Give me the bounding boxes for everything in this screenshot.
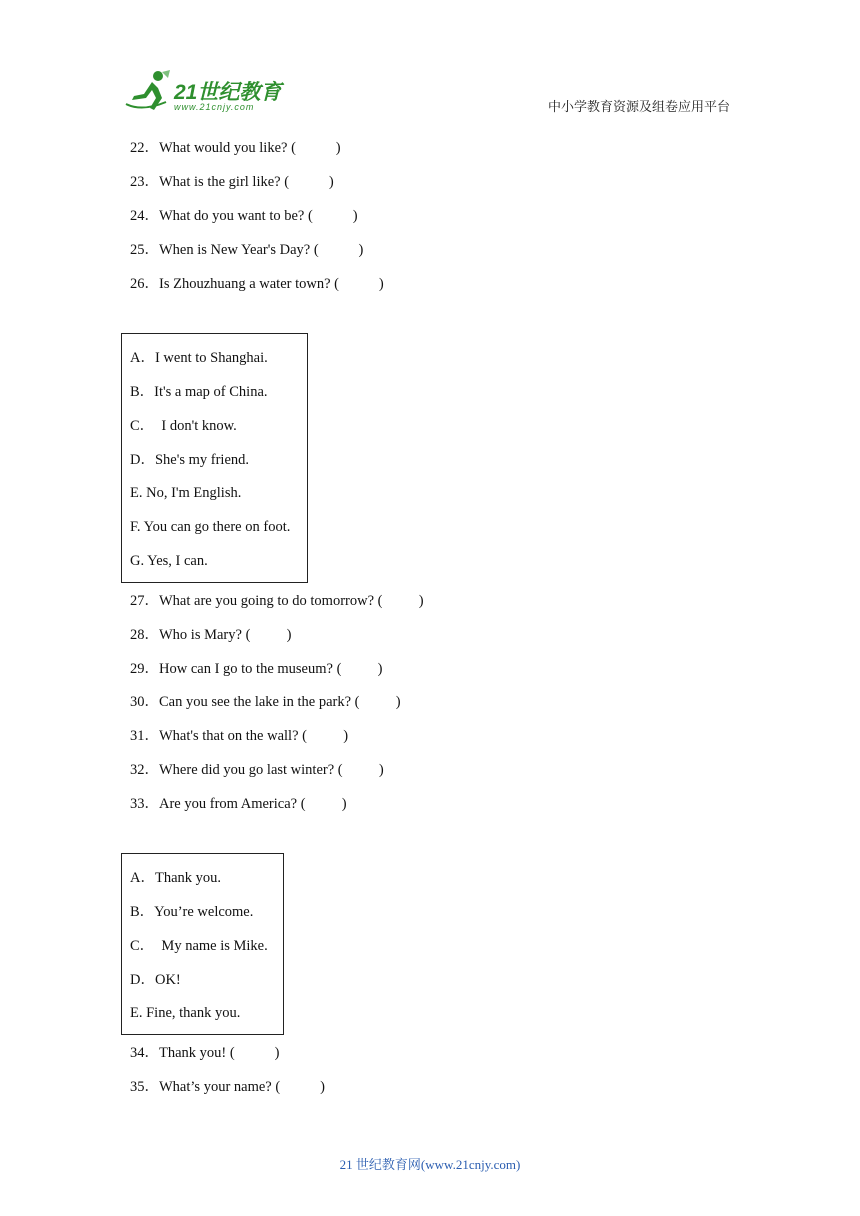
page-header <box>0 0 860 130</box>
option-item: F. You can go there on foot. <box>130 519 291 535</box>
question-31: 31．What's that on the wall? ( ) <box>130 728 349 744</box>
logo <box>122 68 292 118</box>
question-32: 32．Where did you go last winter? ( ) <box>130 762 384 778</box>
option-item: A．Thank you. <box>130 870 222 886</box>
question-27: 27．What are you going to do tomorrow? ( ) <box>130 593 424 609</box>
option-item: B．It's a map of China. <box>130 384 268 400</box>
question-24: 24．What do you want to be? ( ) <box>130 208 358 224</box>
question-33: 33．Are you from America? ( ) <box>130 796 347 812</box>
option-item: E. Fine, thank you. <box>130 1005 241 1021</box>
option-item: C． My name is Mike. <box>130 938 268 954</box>
runner-logo-icon <box>122 68 172 116</box>
question-34: 34．Thank you! ( ) <box>130 1045 280 1061</box>
question-22: 22．What would you like? ( ) <box>130 140 341 156</box>
option-item: B．You’re welcome. <box>130 904 254 920</box>
question-35: 35．What’s your name? ( ) <box>130 1079 325 1095</box>
options-box-b <box>121 853 284 1035</box>
platform-title: 中小学教育资源及组卷应用平台 <box>548 100 731 115</box>
question-29: 29．How can I go to the museum? ( ) <box>130 661 383 677</box>
option-item: E. No, I'm English. <box>130 485 242 501</box>
logo-text: 21世纪教育 <box>174 81 282 104</box>
option-item: D．OK! <box>130 972 181 988</box>
question-23: 23．What is the girl like? ( ) <box>130 174 334 190</box>
question-25: 25．When is New Year's Day? ( ) <box>130 242 364 258</box>
option-item: A．I went to Shanghai. <box>130 350 268 366</box>
option-item: G. Yes, I can. <box>130 553 208 569</box>
question-30: 30．Can you see the lake in the park? ( ) <box>130 694 401 710</box>
option-item: C． I don't know. <box>130 418 237 434</box>
logo-url: www.21cnjy.com <box>174 102 255 112</box>
options-box-a <box>121 333 308 583</box>
question-26: 26．Is Zhouzhuang a water town? ( ) <box>130 276 384 292</box>
option-item: D．She's my friend. <box>130 452 250 468</box>
question-28: 28．Who is Mary? ( ) <box>130 627 292 643</box>
footer-link[interactable]: 21 世纪教育网(www.21cnjy.com) <box>339 1157 521 1172</box>
